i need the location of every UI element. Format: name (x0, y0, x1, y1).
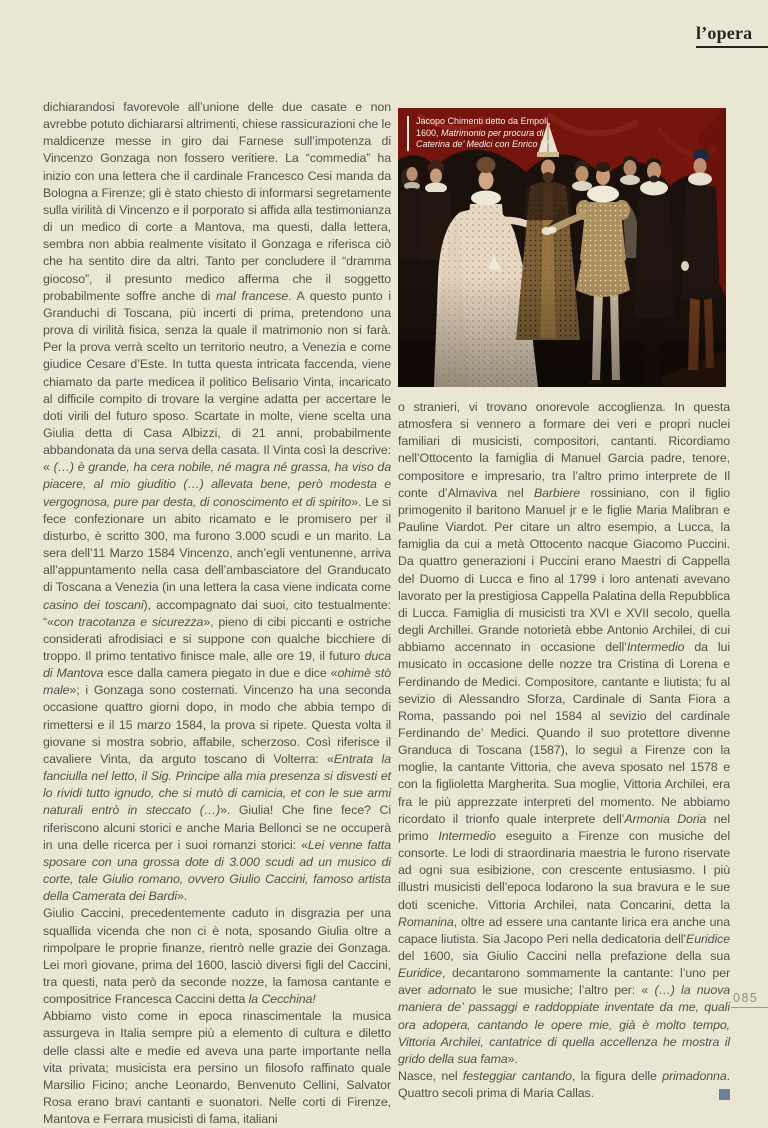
right-column-text (398, 399, 730, 1102)
text: esce dalla camera piegato in due e dice « (103, 666, 338, 681)
paragraph (43, 99, 391, 905)
paragraph (43, 1008, 391, 1128)
text: 1600, (416, 127, 442, 138)
caption-line (416, 139, 551, 151)
italic-text: ohimè stò male (43, 666, 391, 698)
caption-line (416, 128, 551, 140)
painting-figure (398, 108, 726, 387)
italic-text: Barbiere (533, 485, 580, 500)
text: Jacopo Chimenti detto da Empoli, (416, 116, 551, 126)
text: »; i Gonzaga sono costernati. Vincenzo ha una seconda occasione quattro giorni dopo, in modo che abbia tempo di rimettersi e il 15 marzo 1584, la prova si ripete. Questa volta il giovane si mostra sobrio, affabile, scherzoso. Così riferisce il cavaliere Vinta, da arguto toscano di Volterra: « (43, 683, 391, 766)
italic-text: Caterina de’ Medici con Enrico IV (416, 139, 549, 150)
italic-text: Romanina (398, 914, 454, 929)
footer-divider (731, 1007, 768, 1008)
header-divider (696, 46, 768, 48)
italic-text: primadonna (662, 1069, 727, 1084)
text: ». (176, 889, 188, 904)
text: , oltre ad essere una cantante lirica era anche una capace liutista. Sia Jacopo Peri nella dedicatoria dell’ (398, 914, 730, 946)
italic-text: duca di Mantova (43, 649, 391, 681)
text: . Quattro secoli prima di Maria Callas. (398, 1069, 730, 1101)
page-number: 085 (733, 991, 759, 1005)
italic-text: Intermedio (626, 640, 685, 655)
paragraph (398, 399, 730, 1068)
italic-text: mal francese (216, 288, 289, 303)
text: le sue musiche; l’altro per: « (476, 983, 655, 998)
italic-text: Entrata la fanciulla nel letto, il Sig. Principe alla mia presenza si disvesti et lo rividi tutto ignudo, che si mutò di camicia, et con le sue armi naturali entrò in steccato (…) (43, 751, 391, 818)
italic-text: la Cecchina! (248, 992, 316, 1007)
italic-text: Matrimonio per procura di (441, 127, 544, 138)
text: nel primo (398, 811, 730, 843)
text: ». (507, 1051, 518, 1066)
end-of-article-square (719, 1089, 730, 1100)
text: rossiniano, con il figlio primogenito il baritono Manuel jr e le figlie Maria Malibran e Pauline Viardot. Per citare un altro esempio, a Lucca, la famiglia da cui a metà Ottocento nacque Giacomo Puccini. Da quattro generazioni i Puccini erano Maestri di Cappella del Duomo di Lucca e fino al 1799 i loro antenati avevano lavorato per la prestigiosa Cappella Palatina della Repubblica di Lucca. Famiglia di musicisti tra XVI e XVII secolo, quella degli Archillei. Grande notorietà ebbe Antonio Archilei, di cui abbiamo accennato in occasione dell’ (398, 485, 731, 655)
italic-text: Euridice (686, 931, 730, 946)
text: Giulio Caccini, precedentemente caduto in disgrazia per una squallida vicenda che non ci è nota, sposando Giulia oltre a rimpolpare le proprie finanze, rientrò nelle grazie dei Gonzaga. Lei morì giovane, prima del 1600, lasciò diversi figli del Caccini, tra questi, nata però da seconde nozze, la famosa cantante e compositrice Francesca Caccini detta (43, 906, 391, 1007)
text: , decantarono sommamente la cantante: l’uno per aver (398, 966, 730, 998)
text: , la figura delle (571, 1069, 663, 1084)
text: Nasce, nel (398, 1069, 463, 1084)
text: ), accompagnato dai suoi, cito testualmente: “« (43, 597, 391, 629)
text: ». Giulia! Che fine fece? Ci riferiscono alcuni storici e anche Maria Bellonci se ne occuperà in una delle ricerca per i suoi romanzi storici: « (43, 803, 391, 852)
text: da lui musicato in occasione delle nozze tra Cristina di Lorena e Ferdinando de Medici. Compositore, cantante e liutista; fu al sevizio di Alessandro Sforza, Cardinale di Santa Fiora a Roma, passando poi nel 1584 al sevizio del cardinale Ferdinando de’ Medici. Quando il suo protettore divenne Granduca di Toscana (1587), lo seguì a Firenze con la moglie, la cantante Vittoria, che aveva sposato nel 1578 e con la figlioletta Margherita. Sua moglie, Vittoria Archilei, era fra le più apprezzate interpreti del momento. Ne abbiamo ricordato il trionfo quale interprete dell’ (398, 640, 730, 826)
italic-text: con tracotanza e sicurezza (53, 614, 204, 629)
left-column (43, 99, 391, 1128)
italic-text: Intermedio (438, 828, 496, 843)
italic-text: adornato (427, 983, 477, 998)
italic-text: Lei venne fatta sposare con una grossa dote di 3.000 scudi ad un musico di corte, tale Giulio romano, ovvero Giulio Caccini, famoso artista della Camerata dei Bardi (43, 837, 391, 904)
text: . A questo punto i Granduchi di Toscana, più incerti di prima, pretendono una prova di virilità fisica, senza la quale il matrimonio non si farà. Per la prova verrà scelto un territorio neutro, a Venezia e come giudice Cesare d’Este. In tutta questa intricata faccenda, viene chiamato da parte medicea il politico Belisario Vinta, incaricato al difficile compito di trovare la vergine adatta per accertare le doti virili del futuro sposo. Scartate in molte, viene scelta una Giulia detta di Casa Albizzi, di 21 anni, probabilmente abbandonata da una serva della casata. Il Vinta così la descrive: « (43, 288, 391, 475)
paragraph (398, 1068, 730, 1102)
text: o stranieri, vi trovano onorevole accoglienza. In questa atmosfera si vennero a formare dei veri e propri nuclei familiari di musicisti, compositori, cantanti. Ricordiamo nell’Ottocento la famiglia di Manuel Garcia padre, tenore, compositore e impresario, tra l’altro primo interprete de Il conte d’Almaviva nel (398, 400, 730, 500)
italic-text: festeggiar cantando (462, 1069, 572, 1084)
text: ». Le si fece confezionare un abito ricamato e le promisero per il disturbo, è scritto 300, ma furono 3.000 scudi e un marito. La sera dell’11 Marzo 1584 Vincenzo, anch’egli ventunenne, arriva all’appuntamento nella casa dell’ambasciatore del Granducato di Toscana a Venezia (in una lettera la casa viene indicata come (43, 494, 391, 595)
text: eseguito a Firenze con musiche del consorte. Le lodi di straordinaria maestria le furono riservate ad ogni sua esibizione, con crescente entusiasmo. I più illustri musicisti dell’epoca lodarono la sua bravura e le sue doti sceniche. Vittoria Archilei, nata Concarini, detta la (398, 828, 730, 912)
italic-text: casino dei toscani (43, 597, 144, 612)
italic-text: Euridice (398, 966, 442, 981)
italic-text: Armonia Doria (624, 811, 707, 826)
text: », pieno di cibi piccanti e ostriche considerati afrodisiaci e si suppone con qualche bicchiere di troppo. Il primo tentativo finisce male, alle ore 19, il futuro (43, 614, 392, 663)
text: Abbiamo visto come in epoca rinascimentale la musica assurgeva in Italia sempre più a elemento di cultura e diletto delle classi alte e medie ed aveva una parte importante nella vita privata; musicista era persino un filosofo raffinato quale Marsilio Ficino; anche Leonardo, Benvenuto Cellini, Salvator Rosa erano bravi cantanti e suonatori. Nelle corti di Firenze, Mantova e Ferrara musicisti di fama, italiani (43, 1009, 391, 1127)
painting-caption (407, 116, 551, 151)
right-column (398, 99, 730, 1102)
text: dichiarandosi favorevole all’unione delle due casate e non avrebbe potuto dichiararsi altrimenti, chiese rassicurazioni che le maldicenze messe in giro dai Farnese sull’impotenza di Vincenzo Gonzaga non fossero veritiere. La “commedia” ha inizio con una lettera che il cardinale Francesco Cesi manda da Bologna a Firenze; gli è stato chiesto di informarsi segretamente sulla virilità di Vincenzo e il porporato si affida alla testimonianza di un medico di corte a Mantova, ma questi, dalla lettera, sembra non abbia realmente visitato il Gonzaga e riferisca ciò che ha sentito dire da altri. Tanto per concludere il “dramma giocoso”, il presunto medico afferma che il soggetto probabilmente soffre anche di (43, 100, 391, 303)
italic-text: (…) è grande, ha cera nobile, né magra né grassa, ha viso da piacere, al mio giuditio (…) allevata bene, però modesta e vergognosa, pure par desta, di conoscimento et di spirito (43, 460, 391, 509)
section-title: l’opera (696, 23, 753, 43)
text: del 1600, sia Giulio Caccini nella prefazione della sua (398, 949, 730, 963)
caption-line (416, 116, 551, 128)
italic-text: (…) la nuova maniera de’ passaggi e raddoppiate inventate da me, quali ora adopera, cantando le opere mie, già è molto tempo, Vittoria Archilei, cantatrice di quella accellenza he mostra il grido della sua fama (398, 983, 731, 1066)
paragraph (43, 905, 391, 1008)
